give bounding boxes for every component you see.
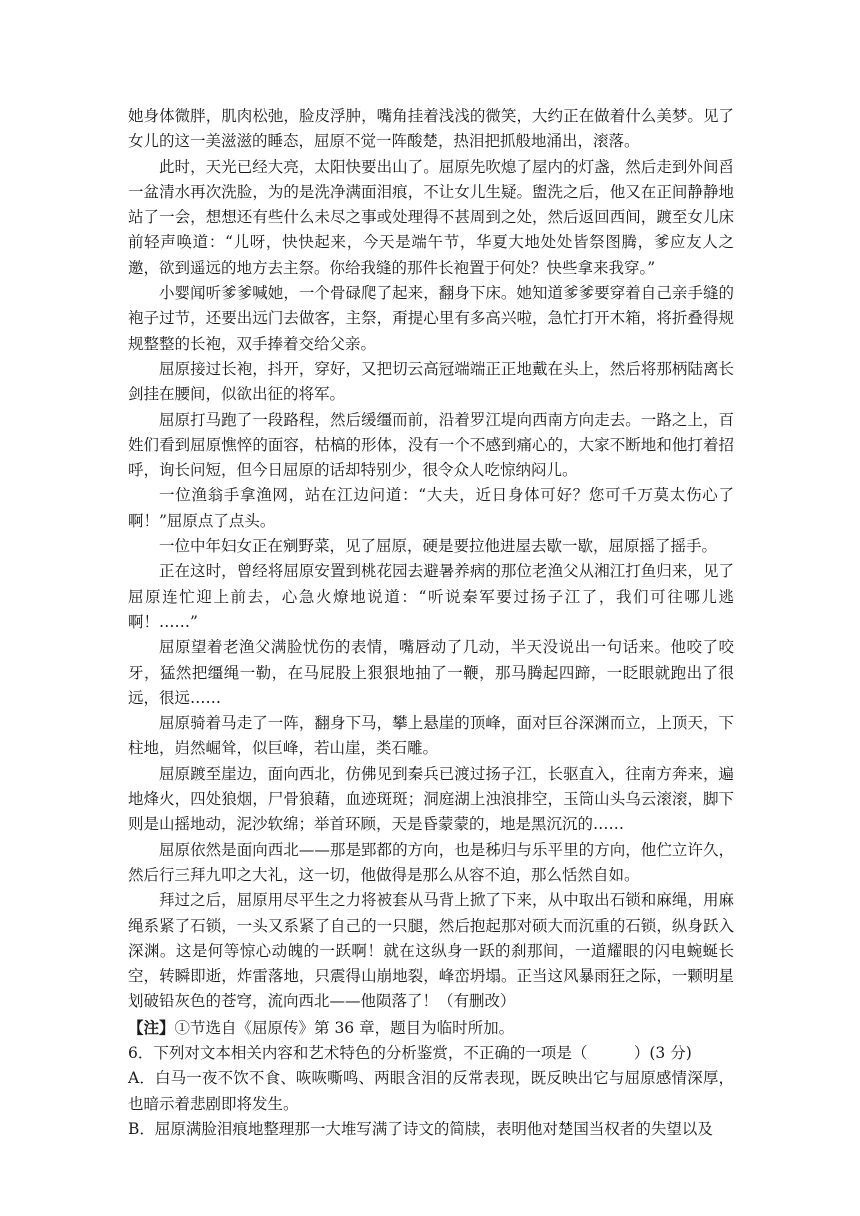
- article-body: [128, 104, 734, 1142]
- note-text: ①节选自《屈原传》第 36 章，题目为临时所加。: [174, 1018, 515, 1037]
- article-paragraph: 屈原骑着马走了一阵，翻身下马，攀上悬崖的顶峰，面对巨谷深渊而立，上顶天，下柱地，岿然崛耸，似巨峰，若山崖，类石雕。: [128, 714, 734, 758]
- note-line: [128, 1015, 734, 1041]
- article-paragraph: 她身体微胖，肌肉松弛，脸皮浮肿，嘴角挂着浅浅的微笑，大约正在做着什么美梦。见了女儿的这一美滋滋的睡态，屈原不觉一阵酸楚，热泪把抓般地涌出，滚落。: [128, 107, 734, 151]
- article-paragraph: 正在这时，曾经将屈原安置到桃花园去避暑养病的那位老渔父从湘江打鱼归来，见了屈原连忙迎上前去，心急火燎地说道：“听说秦军要过扬子江了，我们可往哪儿逃啊！……”: [128, 562, 734, 631]
- article-paragraph: 一位中年妇女正在剜野菜，见了屈原，硬是要拉他进屋去歇一歇，屈原摇了摇手。: [159, 537, 718, 556]
- article-paragraph: 屈原打马跑了一段路程，然后缓缰而前，沿着罗江堤向西南方向走去。一路之上，百姓们看到屈原憔悴的面容，枯槁的形体，没有一个不感到痛心的，大家不断地和他打着招呼，询长问短，但今日屈原的话却特别少，很令众人吃惊纳闷儿。: [128, 410, 734, 480]
- article-paragraph: 小婴闻听爹爹喊她，一个骨碌爬了起来，翻身下床。她知道爹爹要穿着自己亲手缝的袍子过节，还要出远门去做客，主祭，甭提心里有多高兴啦，急忙打开木箱，将折叠得规规整整的长袍，双手捧着交给父亲。: [128, 284, 734, 353]
- question-option-b: B．屈原满脸泪痕地整理那一大堆写满了诗文的简牍，表明他对楚国当权者的失望以及: [128, 1119, 713, 1138]
- article-paragraph: 屈原望着老渔父满脸忧伤的表情，嘴唇动了几动，半天没说出一句话来。他咬了咬牙，猛然把缰绳一勒，在马屁股上狠狠地抽了一鞭，那马腾起四蹄，一眨眼就跑出了很远，很远……: [128, 638, 734, 707]
- question-stem: 6．下列对文本相关内容和艺术特色的分析鉴赏，不正确的一项是（ ）(3 分): [128, 1043, 692, 1062]
- article-paragraph: 屈原踱至崖边，面向西北，仿佛见到秦兵已渡过扬子江，长驱直入，往南方奔来，遍地烽火，四处狼烟，尸骨狼藉，血迹斑斑；洞庭湖上浊浪排空，玉筒山头乌云滚滚，脚下则是山摇地动，泥沙软绵；举首环顾，天是昏蒙蒙的，地是黑沉沉的……: [128, 764, 734, 834]
- article-paragraph: 拜过之后，屈原用尽平生之力将被套从马背上掀了下来，从中取出石锁和麻绳，用麻绳系紧了石锁，一头又系紧了自己的一只腿，然后抱起那对硕大而沉重的石锁，纵身跃入深渊。这是何等惊心动魄的一跃啊！就在这纵身一跃的刹那间，一道耀眼的闪电蜿蜒长空，转瞬即逝，炸雷落地，只震得山崩地裂，峰峦坍塌。正当这风暴雨狂之际，一颗明星划破铅灰色的苍穹，流向西北——他陨落了！（有删改）: [128, 891, 734, 1011]
- question-option-a: A．白马一夜不饮不食、咴咴嘶鸣、两眼含泪的反常表现，既反映出它与屈原感情深厚，也暗示着悲剧即将发生。: [128, 1069, 734, 1113]
- note-label: 【注】: [128, 1017, 175, 1037]
- article-paragraph: 屈原接过长袍，抖开，穿好，又把切云高冠端端正正地戴在头上，然后将那柄陆离长剑挂在腰间，似欲出征的将军。: [128, 359, 734, 404]
- article-paragraph: 此时，天光已经大亮，太阳快要出山了。屈原先吹熄了屋内的灯盏，然后走到外间舀一盆清水再次洗脸，为的是洗净满面泪痕，不让女儿生疑。盥洗之后，他又在正间静静地站了一会，想想还有些什么未尽之事或处理得不甚周到之处，然后返回西间，踱至女儿床前轻声唤道：“儿呀，快快起来，今天是端午节，华夏大地处处皆祭图腾，爹应友人之邀，欲到遥远的地方去主祭。你给我缝的那件长袍置于何处？快些拿来我穿。”: [128, 157, 734, 277]
- article-paragraph: 屈原依然是面向西北——那是郢都的方向，也是秭归与乐平里的方向，他伫立许久，然后行三拜九叩之大礼，这一切，他做得是那么从容不迫，那么恬然自如。: [128, 840, 734, 884]
- article-paragraphs: [128, 104, 734, 1015]
- article-paragraph: 一位渔翁手拿渔网，站在江边问道：“大夫，近日身体可好？您可千万莫太伤心了啊！”屈原点了点头。: [128, 486, 734, 530]
